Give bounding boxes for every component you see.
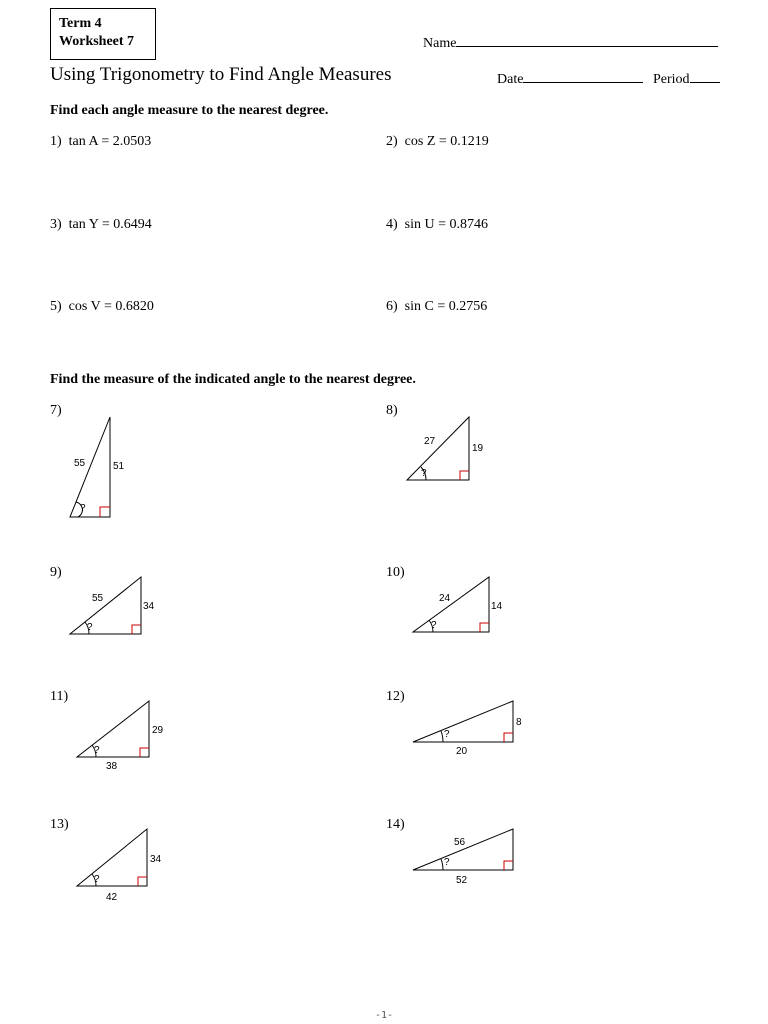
problem-9-number: 9) xyxy=(50,565,62,580)
angle-label: ? xyxy=(80,503,86,514)
opposite-label: 8 xyxy=(516,717,522,728)
opposite-label: 14 xyxy=(491,601,503,612)
problem-number: 6) xyxy=(386,299,398,314)
problem-text: tan Y = 0.6494 xyxy=(68,217,152,232)
problem-10-number: 10) xyxy=(386,565,405,580)
triangle-outline xyxy=(413,829,513,870)
problem-text: sin U = 0.8746 xyxy=(404,217,489,232)
problem-number: 5) xyxy=(50,299,62,314)
hypotenuse-label: 56 xyxy=(454,837,466,848)
problem-12-number: 12) xyxy=(386,689,405,704)
problem-number: 2) xyxy=(386,134,398,149)
section2-instruction: Find the measure of the indicated angle to the nearest degree. xyxy=(50,372,416,387)
problem-text: sin C = 0.2756 xyxy=(404,299,488,314)
problem-number: 1) xyxy=(50,134,62,149)
opposite-label: 34 xyxy=(143,601,155,612)
angle-label: ? xyxy=(444,729,450,740)
opposite-label: 19 xyxy=(472,443,484,454)
adjacent-label: 38 xyxy=(106,761,118,772)
problem-number: 4) xyxy=(386,217,398,232)
date-label: Date xyxy=(497,72,524,87)
problem-8-number: 8) xyxy=(386,403,398,418)
problem-text: tan A = 2.0503 xyxy=(68,134,152,149)
problem-text: cos Z = 0.1219 xyxy=(404,134,489,149)
problem-14-number: 14) xyxy=(386,817,405,832)
hypotenuse-label: 55 xyxy=(92,593,104,604)
angle-label: ? xyxy=(444,857,450,868)
section1-instruction: Find each angle measure to the nearest degree. xyxy=(50,103,329,118)
problem-7-number: 7) xyxy=(50,403,62,418)
angle-label: ? xyxy=(87,622,93,633)
opposite-label: 29 xyxy=(152,725,164,736)
angle-label: ? xyxy=(421,468,427,479)
page-title: Using Trigonometry to Find Angle Measures xyxy=(50,64,392,85)
problem-number: 3) xyxy=(50,217,62,232)
worksheet-label: Worksheet 7 xyxy=(59,34,135,49)
problem-13-number: 13) xyxy=(50,817,69,832)
adjacent-label: 42 xyxy=(106,892,118,903)
angle-arc xyxy=(441,859,443,870)
adjacent-label: 20 xyxy=(456,746,468,757)
opposite-label: 34 xyxy=(150,854,162,865)
angle-label: ? xyxy=(431,620,437,631)
hypotenuse-label: 27 xyxy=(424,436,436,447)
period-label: Period xyxy=(653,72,690,87)
angle-label: ? xyxy=(94,745,100,756)
page-number: -1- xyxy=(374,1010,394,1021)
opposite-label: 51 xyxy=(113,461,125,472)
adjacent-label: 52 xyxy=(456,875,468,886)
term-label: Term 4 xyxy=(59,16,102,31)
hypotenuse-label: 24 xyxy=(439,593,451,604)
name-label: Name xyxy=(423,36,457,51)
problem-text: cos V = 0.6820 xyxy=(68,299,154,314)
hypotenuse-label: 55 xyxy=(74,458,86,469)
problem-11-number: 11) xyxy=(50,689,69,704)
right-angle-marker xyxy=(504,861,513,870)
angle-label: ? xyxy=(94,874,100,885)
